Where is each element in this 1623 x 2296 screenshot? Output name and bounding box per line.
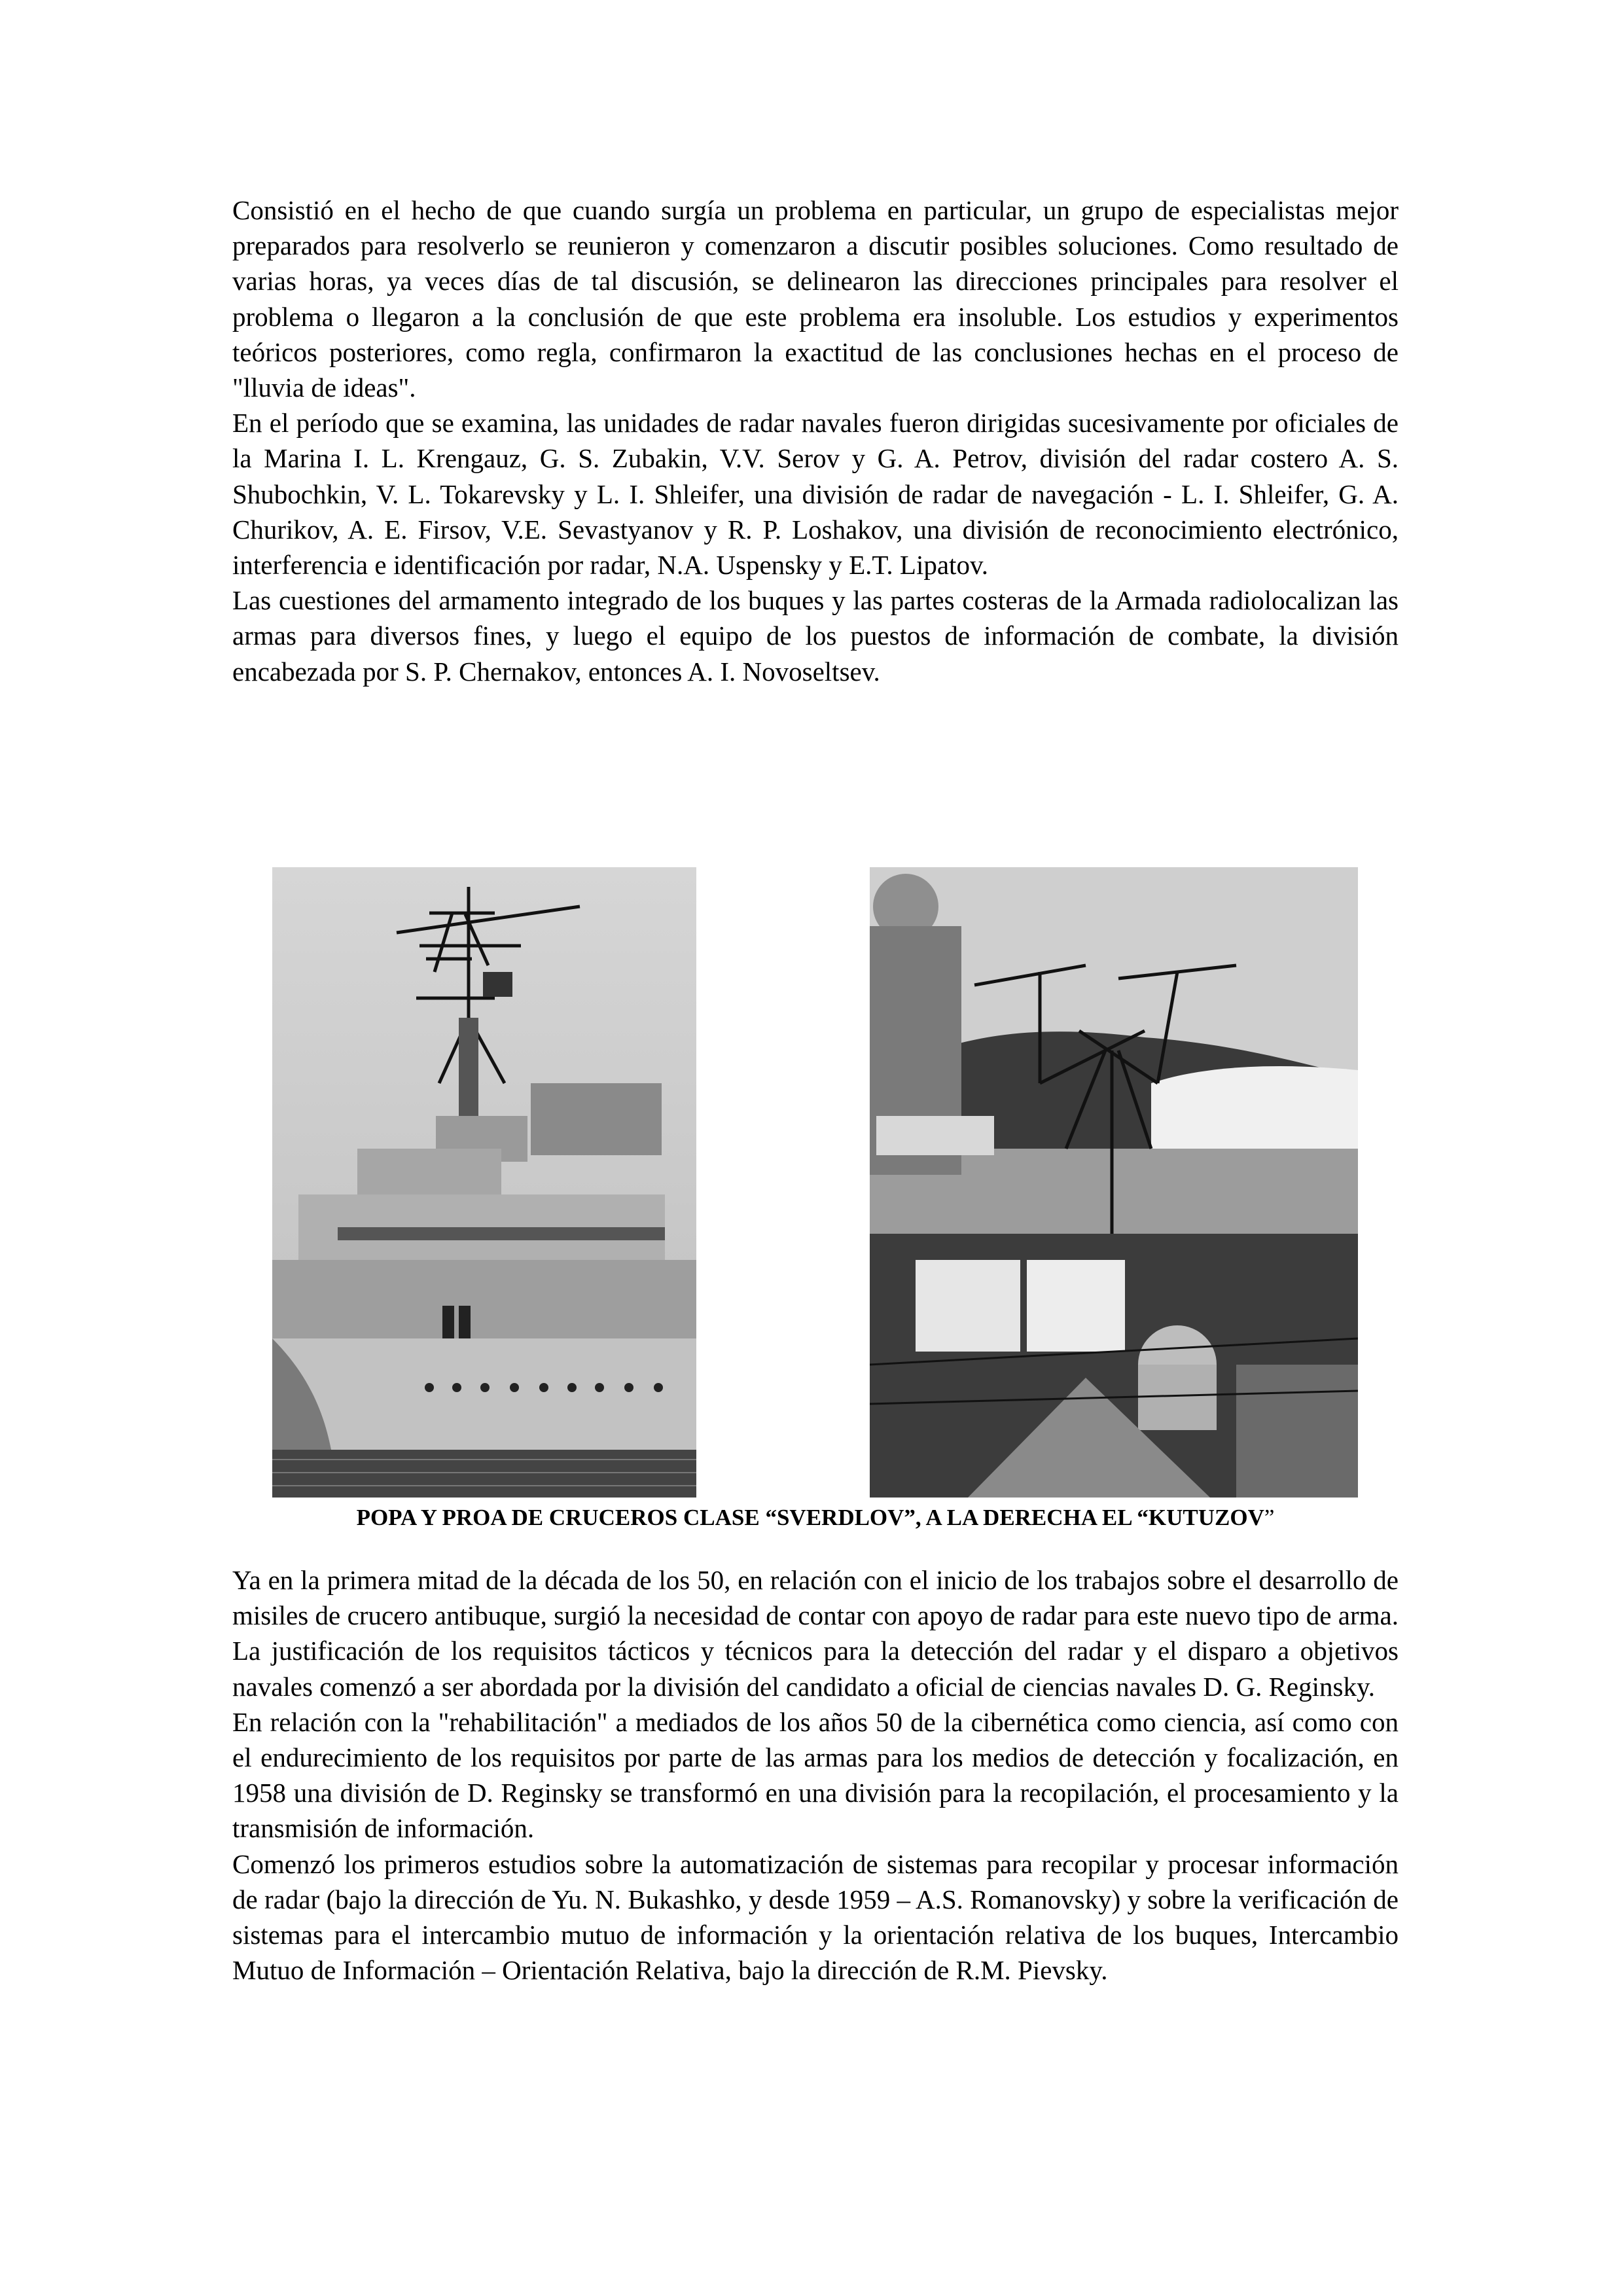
- figure-caption: [232, 1503, 1399, 1532]
- text-block-bottom: [232, 1562, 1399, 1988]
- caption-closing-quote: ”: [1264, 1505, 1275, 1530]
- text-block-top: [232, 192, 1399, 689]
- paragraph: Consistió en el hecho de que cuando surgía un problema en particular, un grupo de especialistas mejor preparados para resolverlo se reunieron y comenzaron a discutir posibles soluciones. Como resultado de varias horas, ya veces días de tal discusión, se delinearon las direcciones principales para resolver el problema o llegaron a la conclusión de que este problema era insoluble. Los estudios y experimentos teóricos posteriores, como regla, confirmaron la exactitud de las conclusiones hechas en el proceso de "lluvia de ideas".: [232, 195, 1399, 403]
- paragraph: En relación con la "rehabilitación" a mediados de los años 50 de la cibernética como ciencia, así como con el endurecimiento de los requisitos por parte de las armas para los medios de detección y focalización, en 1958 una división de D. Reginsky se transformó en una división para la recopilación, el procesamiento y la transmisión de información.: [232, 1706, 1399, 1844]
- caption-text: POPA Y PROA DE CRUCEROS CLASE “SVERDLOV”, A LA DERECHA EL “KUTUZOV: [356, 1505, 1264, 1530]
- ship-bow-illustration: [870, 867, 1358, 1498]
- photo-cruiser-bow: [870, 867, 1358, 1498]
- paragraph: En el período que se examina, las unidades de radar navales fueron dirigidas sucesivamente por oficiales de la Marina I. L. Krengauz, G. S. Zubakin, V.V. Serov y G. A. Petrov, división del radar costero A. S. Shubochkin, V. L. Tokarevsky y L. I. Shleifer, una división de radar de navegación - L. I. Shleifer, G. A. Churikov, A. E. Firsov, V.E. Sevastyanov y R. P. Loshakov, una división de reconocimiento electrónico, interferencia e identificación por radar, N.A. Uspensky y E.T. Lipatov.: [232, 408, 1399, 581]
- paragraph: Ya en la primera mitad de la década de los 50, en relación con el inicio de los trabajos sobre el desarrollo de misiles de crucero antibuque, surgió la necesidad de contar con apoyo de radar para este nuevo tipo de arma. La justificación de los requisitos tácticos y técnicos para la detección del radar y el disparo a objetivos navales comenzó a ser abordada por la división del candidato a oficial de ciencias navales D. G. Reginsky.: [232, 1565, 1399, 1702]
- paragraph: Comenzó los primeros estudios sobre la automatización de sistemas para recopilar y procesar información de radar (bajo la dirección de Yu. N. Bukashko, y desde 1959 – A.S. Romanovsky) y sobre la verificación de sistemas para el intercambio mutuo de información y la orientación relativa de los buques, Intercambio Mutuo de Información – Orientación Relativa, bajo la dirección de R.M. Pievsky.: [232, 1848, 1399, 1986]
- paragraph: Las cuestiones del armamento integrado de los buques y las partes costeras de la Armada radiolocalizan las armas para diversos fines, y luego el equipo de los puestos de información de combate, la división encabezada por S. P. Chernakov, entonces A. I. Novoseltsev.: [232, 585, 1399, 687]
- ship-stern-illustration: [272, 867, 696, 1498]
- photo-cruiser-stern: [272, 867, 696, 1498]
